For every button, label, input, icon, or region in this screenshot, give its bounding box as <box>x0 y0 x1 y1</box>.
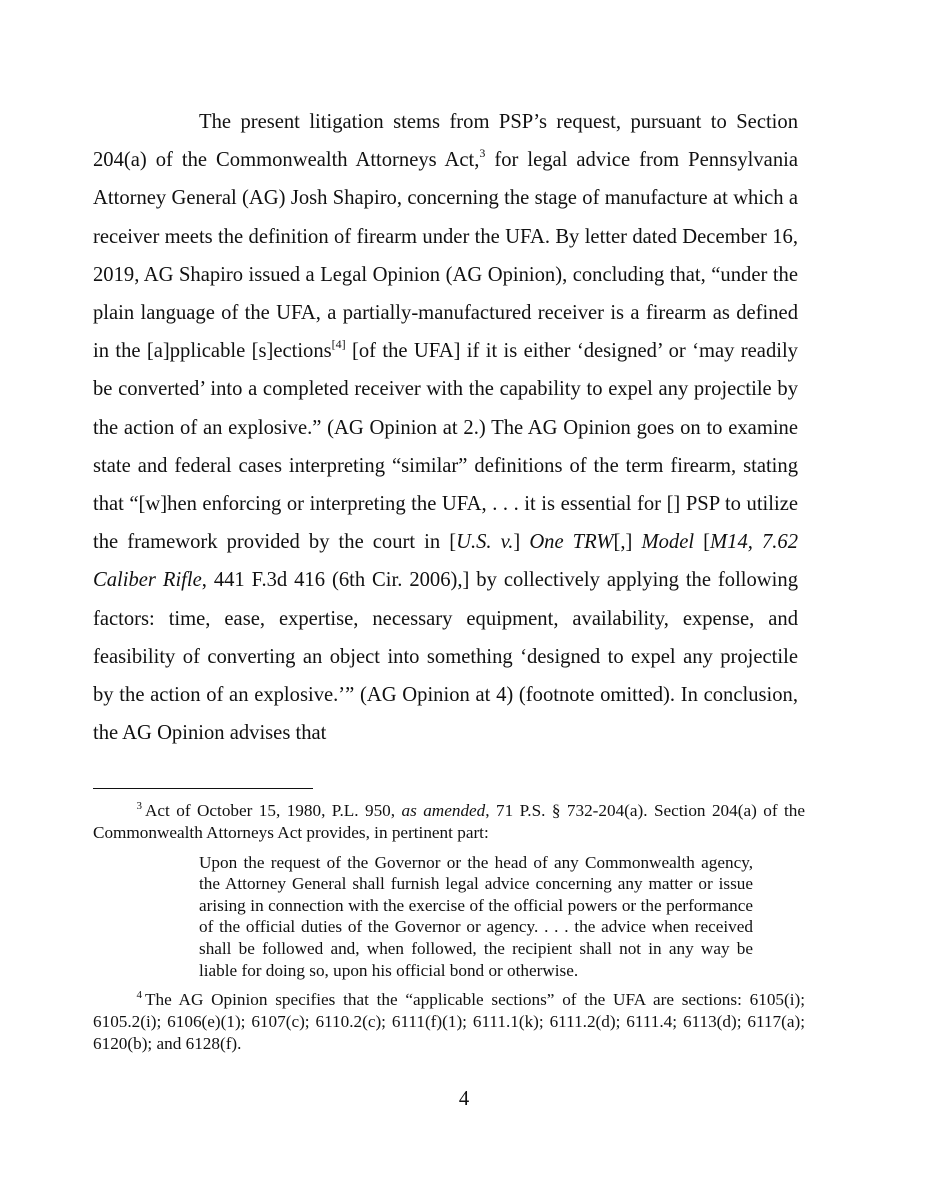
footnote-text: Act of October 15, 1980, P.L. 950, <box>145 801 402 820</box>
body-text-segment: [ <box>694 531 710 554</box>
footnote-separator <box>93 788 313 789</box>
footnote-indent <box>93 989 145 1011</box>
body-text-segment: for legal advice from Pennsylvania Attorney General (AG) Josh Shapiro, concerning the stage of manufacture at which a receiver meets the definition of firearm under the UFA. By letter dated December 16, 2019, AG Shapiro issued a Legal Opinion (AG Opinion), concluding that, “under the plain language of the UFA, a partially-manufactured receiver is a firearm as defined in the [a]pplicable [s]ections <box>93 149 798 363</box>
footnote-number: 4 <box>136 989 142 1002</box>
footnote-ref-3[interactable]: 3 <box>479 146 486 161</box>
body-paragraph <box>93 103 798 752</box>
footnote-3 <box>93 800 805 844</box>
case-citation-italic: U.S. v. <box>456 531 514 554</box>
body-text-segment: , 441 F.3d 416 (6th Cir. 2006),] by collectively applying the following factors: time, ease, expertise, necessary equipment, availability, expense, and feasibility of converting an object into something ‘designed to expel any projectile by the action of an explosive.’” (AG Opinion at 4) (footnote omitted). In conclusion, the AG Opinion advises that <box>93 569 798 745</box>
footnote-4 <box>93 989 805 1054</box>
footnote-text-italic: as amended <box>401 801 486 820</box>
case-citation-italic: Model <box>641 531 695 554</box>
footnote-ref-4[interactable]: [4] <box>331 337 346 352</box>
case-citation-italic: M14, 7.62 Caliber Rifle <box>93 531 798 592</box>
case-citation-italic: One TRW <box>529 531 614 554</box>
footnote-block-quote: Upon the request of the Governor or the head of any Commonwealth agency, the Attorney General shall furnish legal advice concerning any matter or issue arising in connection with the exercise of the official powers or the performance of the official duties of the Governor or agency. . . . the advice when received shall be followed and, when followed, the recipient shall not in any way be liable for doing so, upon his official bond or otherwise. <box>199 852 753 980</box>
body-text-segment: The present litigation stems from PSP’s request, pursuant to Section 204(a) of the Commonwealth Attorneys Act, <box>93 111 798 172</box>
footnotes-section <box>93 800 805 1055</box>
footnote-number: 3 <box>136 800 142 812</box>
body-text-segment: [of the UFA] if it is either ‘designed’ or ‘may readily be converted’ into a completed receiver with the capability to expel any projectile by the action of an explosive.” (AG Opinion at 2.) The AG Opinion goes on to examine state and federal cases interpreting “similar” definitions of the term firearm, stating that “[w]hen enforcing or interpreting the UFA, . . . it is essential for [] PSP to utilize the framework provided by the court in [ <box>93 340 798 554</box>
page-number: 4 <box>458 1088 470 1110</box>
footnote-text: The AG Opinion specifies that the “applicable sections” of the UFA are sections: 6105(i); 6105.2(i); 6106(e)(1); 6107(c); 6110.2(c); 6111(f)(1); 6111.1(k); 6111.2(d); 6111.4; 6113(d); 6117(a); 6120(b); and 6128(f). <box>93 990 805 1053</box>
footnote-indent <box>93 800 145 822</box>
body-text-segment: [,] <box>613 531 642 554</box>
body-text-segment: ] <box>513 531 530 554</box>
footnote-text: , 71 P.S. § 732-204(a). Section 204(a) of the Commonwealth Attorneys Act provides, in pertinent part: <box>93 801 805 842</box>
